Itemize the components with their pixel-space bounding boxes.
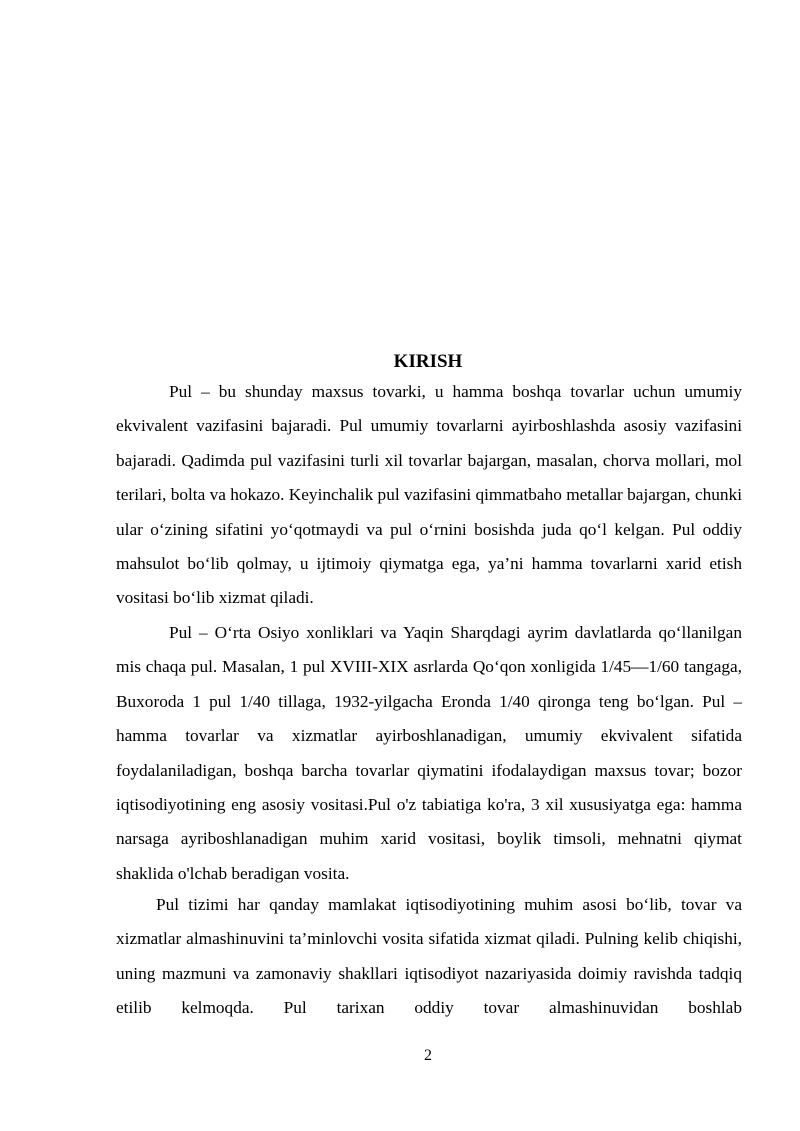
- page-number: 2: [424, 1047, 432, 1064]
- paragraph-2: Pul – O‘rta Osiyo xonliklari va Yaqin Sharqdagi ayrim davlatlarda qo‘llanilgan mis chaqa pul. Masalan, 1 pul XVIII-XIX asrlarda Qo‘qon xonligida 1/45—1/60 tangaga, Buxoroda 1 pul 1/40 tillaga, 1932-yilgacha Eronda 1/40 qironga teng bo‘lgan. Pul – hamma tovarlar va xizmatlar ayirboshlanadigan, umumiy ekvivalent sifatida foydalaniladigan, boshqa barcha tovarlar qiymatini ifodalaydigan maxsus tovar; bozor iqtisodiyotining eng asosiy vositasi.Pul o'z tabiatiga ko'ra, 3 xil xususiyatga ega: hamma narsaga ayriboshlanadigan muhim xarid vositasi, boylik timsoli, mehnatni qiymat shaklida o'lchab beradigan vosita.: [116, 623, 742, 883]
- section-heading: KIRISH: [393, 351, 463, 372]
- paragraph-3: Pul tizimi har qanday mamlakat iqtisodiyotining muhim asosi bo‘lib, tovar va xizmatlar almashinuvini ta’minlovchi vosita sifatida xizmat qiladi. Pulning kelib chiqishi, uning mazmuni va zamonaviy shakllari iqtisodiyot nazariyasida doimiy ravishda tadqiq etilib kelmoqda. Pul tarixan oddiy tovar almashinuvidan boshlab: [116, 895, 742, 1018]
- paragraph-1: Pul – bu shunday maxsus tovarki, u hamma boshqa tovarlar uchun umumiy ekvivalent vazifasini bajaradi. Pul umumiy tovarlarni ayirboshlashda asosiy vazifasini bajaradi. Qadimda pul vazifasini turli xil tovarlar bajargan, masalan, chorva mollari, mol terilari, bolta va hokazo. Keyinchalik pul vazifasini qimmatbaho metallar bajargan, chunki ular o‘zining sifatini yo‘qotmaydi va pul o‘rnini bosishda juda qo‘l kelgan. Pul oddiy mahsulot bo‘lib qolmay, u ijtimoiy qiymatga ega, ya’ni hamma tovarlarni xarid etish vositasi bo‘lib xizmat qiladi.: [116, 382, 742, 608]
